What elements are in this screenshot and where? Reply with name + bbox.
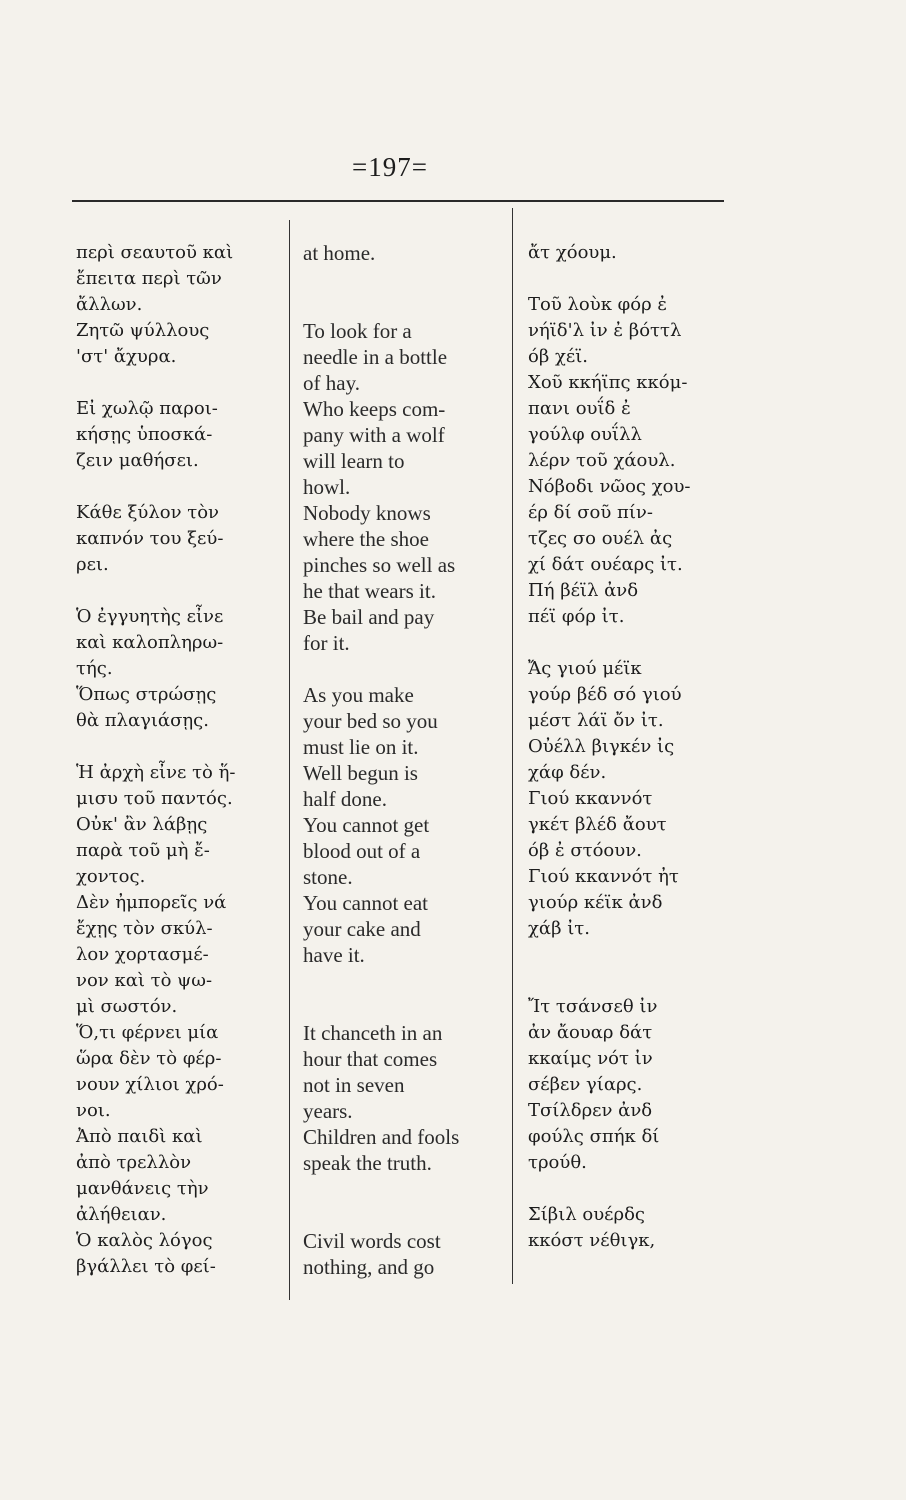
greek-line: νον καὶ τὸ ψω- [76, 970, 213, 991]
greek-line: λον χορτασμέ- [76, 944, 209, 965]
greek-line: Ὅ,τι φέρνει μία [76, 1022, 219, 1043]
greek-line: Ὁ ἐγγυητὴς εἶνε [76, 606, 224, 627]
greek-line: Ὅπως στρώσῃς [76, 684, 217, 705]
translit-line: λέρν τοῦ χάουλ. [528, 450, 676, 471]
english-line: hour that comes [303, 1047, 438, 1071]
translit-line: όβ χέϊ. [528, 346, 588, 367]
translit-line: Χοῦ κκήϊπς κκόμ- [528, 372, 688, 393]
english-line: Well begun is [303, 761, 418, 785]
translit-line [528, 266, 758, 292]
translit-line: πανι ουΐδ ἐ [528, 398, 631, 419]
translit-line: έρ δί σοῦ πίν- [528, 502, 653, 523]
english-line: pinches so well as [303, 553, 456, 577]
page-number: =197= [352, 152, 428, 182]
english-line: nothing, and go [303, 1255, 435, 1279]
greek-line: ἔπειτα περὶ τῶν [76, 268, 222, 289]
greek-line: καπνόν του ξεύ- [76, 528, 224, 549]
greek-line [76, 474, 288, 500]
greek-line: θὰ πλαγιάσῃς. [76, 710, 209, 731]
greek-line: Ζητῶ ψύλλους [76, 320, 210, 341]
greek-line: μισυ τοῦ παντός. [76, 788, 233, 809]
greek-proverbs-column [76, 240, 288, 1280]
greek-line: ἀπὸ τρελλὸν [76, 1152, 192, 1173]
translit-line: γούλφ ουΐλλ [528, 424, 642, 445]
english-line: You cannot get [303, 813, 430, 837]
english-line: As you make [303, 683, 414, 707]
greek-line: ἄλλων. [76, 294, 143, 315]
translit-line: ἀν ἄουαρ δάτ [528, 1022, 653, 1043]
greek-line: περὶ σεαυτοῦ καὶ [76, 242, 234, 263]
greek-line: Οὐκ' ἂν λάβῃς [76, 814, 208, 835]
translit-line: Σίβιλ ουέρδς [528, 1204, 645, 1225]
translit-line: Οὐέλλ βιγκέν ἰς [528, 736, 675, 757]
greek-line: Ἀπὸ παιδὶ καὶ [76, 1126, 203, 1147]
english-line: Children and fools [303, 1125, 460, 1149]
english-line: where the shoe [303, 527, 429, 551]
translit-line: φούλς σπήκ δί [528, 1126, 660, 1147]
greek-line: μανθάνεις τὴν [76, 1178, 209, 1199]
english-line: Be bail and pay [303, 605, 435, 629]
english-line: howl. [303, 475, 351, 499]
english-line [303, 1202, 513, 1228]
english-line: Civil words cost [303, 1229, 441, 1253]
greek-line: νουν χίλιοι χρό- [76, 1074, 224, 1095]
english-line [303, 266, 513, 292]
english-line: speak the truth. [303, 1151, 432, 1175]
english-line: You cannot eat [303, 891, 429, 915]
english-proverbs-column [303, 240, 513, 1280]
translit-line: σέβεν γίαρς. [528, 1074, 643, 1095]
greek-line: χοντος. [76, 866, 146, 887]
english-line: half done. [303, 787, 387, 811]
transliteration-column [528, 240, 758, 1254]
english-line: stone. [303, 865, 353, 889]
translit-line: νήϊδ'λ ἰν ἐ βόττλ [528, 320, 682, 341]
greek-line: ρει. [76, 554, 109, 575]
greek-line: Δὲν ἠμπορεῖς νά [76, 892, 227, 913]
translit-line [528, 942, 758, 968]
translit-line: Γιού κκαννότ [528, 788, 653, 809]
translit-line: μέστ λάϊ ὄν ἰτ. [528, 710, 664, 731]
english-line: Nobody knows [303, 501, 431, 525]
greek-line: παρὰ τοῦ μὴ ἔ- [76, 840, 210, 861]
english-line: will learn to [303, 449, 405, 473]
english-line: years. [303, 1099, 353, 1123]
translit-line: χάβ ἰτ. [528, 918, 590, 939]
translit-line: Νόβοδι νῶος χου- [528, 476, 691, 497]
english-line: blood out of a [303, 839, 421, 863]
header-rule [72, 200, 724, 202]
translit-line: γούρ βέδ σό γιού [528, 684, 682, 705]
translit-line: χάφ δέν. [528, 762, 607, 783]
english-line: not in seven [303, 1073, 405, 1097]
column-divider-left [289, 220, 290, 1300]
greek-line: ὥρα δὲν τὸ φέρ- [76, 1048, 222, 1069]
greek-line [76, 578, 288, 604]
english-line: pany with a wolf [303, 423, 445, 447]
translit-line [528, 1176, 758, 1202]
translit-line: γκέτ βλέδ ἄουτ [528, 814, 667, 835]
greek-line: τής. [76, 658, 113, 679]
greek-line: βγάλλει τὸ φεί- [76, 1256, 216, 1277]
english-line [303, 994, 513, 1020]
english-line: Who keeps com- [303, 397, 446, 421]
translit-line: Ἴτ τσάνσεθ ἰν [528, 996, 658, 1017]
translit-line: γιούρ κέϊκ ἀνδ [528, 892, 663, 913]
greek-line: καὶ καλοπληρω- [76, 632, 224, 653]
english-line: he that wears it. [303, 579, 436, 603]
greek-line [76, 370, 288, 396]
greek-line: Εἰ χωλῷ παροι- [76, 398, 218, 419]
greek-line: κήσῃς ὑποσκά- [76, 424, 213, 445]
greek-line: Ὁ καλὸς λόγος [76, 1230, 213, 1251]
greek-line: ἔχῃς τὸν σκύλ- [76, 918, 213, 939]
translit-line: ἄτ χόουμ. [528, 242, 617, 263]
translit-line: Τσίλδρεν ἀνδ [528, 1100, 653, 1121]
english-line: at home. [303, 241, 376, 265]
english-line: must lie on it. [303, 735, 419, 759]
english-line: It chanceth in an [303, 1021, 443, 1045]
translit-line: τζες σο ουέλ ἀς [528, 528, 673, 549]
translit-line: χί δάτ ουέαρς ἰτ. [528, 554, 683, 575]
translit-line: Πή βέϊλ ἀνδ [528, 580, 639, 601]
translit-line [528, 968, 758, 994]
translit-line: τρούθ. [528, 1152, 587, 1173]
greek-line [76, 734, 288, 760]
translit-line: πέϊ φόρ ἰτ. [528, 606, 625, 627]
english-line: needle in a bottle [303, 345, 448, 369]
greek-line: νοι. [76, 1100, 111, 1121]
english-line [303, 1176, 513, 1202]
english-line: of hay. [303, 371, 360, 395]
greek-line: μὶ σωστόν. [76, 996, 178, 1017]
translit-line: κκόστ νέθιγκ, [528, 1230, 656, 1251]
greek-line: ἀλήθειαν. [76, 1204, 167, 1225]
translit-line: όβ ἐ στόουν. [528, 840, 642, 861]
english-line: To look for a [303, 319, 412, 343]
greek-line: ζειν μαθήσει. [76, 450, 199, 471]
english-line [303, 968, 513, 994]
translit-line: Ἄς γιού μέϊκ [528, 658, 642, 679]
english-line: your bed so you [303, 709, 438, 733]
greek-line: 'στ' ἄχυρα. [76, 346, 177, 367]
english-line: for it. [303, 631, 350, 655]
translit-line: Τοῦ λοὺκ φόρ ἐ [528, 294, 668, 315]
english-line [303, 656, 513, 682]
greek-line: Ἡ ἀρχὴ εἶνε τὸ ἥ- [76, 762, 236, 783]
english-line: have it. [303, 943, 365, 967]
translit-line: Γιού κκαννότ ἠτ [528, 866, 679, 887]
greek-line: Κάθε ξύλον τὸν [76, 502, 219, 523]
english-line: your cake and [303, 917, 421, 941]
translit-line: κκαίμς νότ ἰν [528, 1048, 653, 1069]
translit-line [528, 630, 758, 656]
english-line [303, 292, 513, 318]
